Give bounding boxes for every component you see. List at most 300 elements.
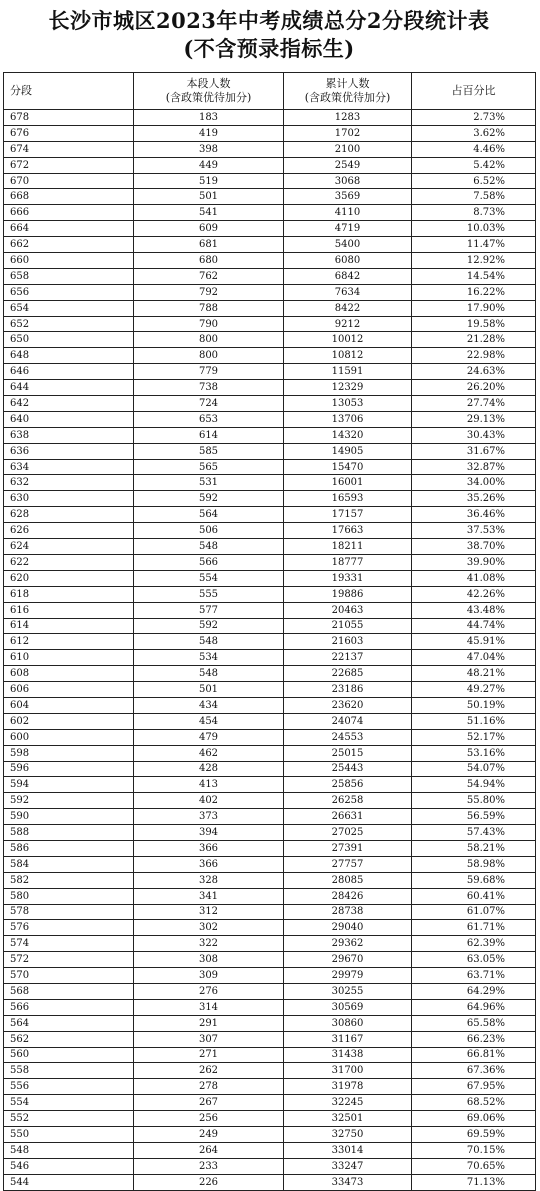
percent-cell: 32.87% (412, 459, 536, 475)
table-row (4, 968, 536, 984)
score-cell: 674 (4, 141, 134, 157)
table-row (4, 173, 536, 189)
header-cumulative-main: 累计人数 (325, 77, 370, 90)
count-cell: 314 (134, 999, 284, 1015)
percent-cell: 48.21% (412, 666, 536, 682)
score-cell: 556 (4, 1079, 134, 1095)
table-row (4, 999, 536, 1015)
count-cell: 609 (134, 221, 284, 237)
score-cell: 672 (4, 157, 134, 173)
count-cell: 653 (134, 411, 284, 427)
percent-cell: 66.23% (412, 1031, 536, 1047)
count-cell: 233 (134, 1158, 284, 1174)
table-row (4, 618, 536, 634)
table-row (4, 904, 536, 920)
table-row (4, 1142, 536, 1158)
cumulative-cell: 27757 (284, 856, 412, 872)
table-row (4, 554, 536, 570)
score-cell: 648 (4, 348, 134, 364)
table-body (4, 110, 536, 1191)
count-cell: 800 (134, 332, 284, 348)
score-cell: 554 (4, 1095, 134, 1111)
percent-cell: 39.90% (412, 554, 536, 570)
score-cell: 562 (4, 1031, 134, 1047)
header-count (134, 73, 284, 110)
percent-cell: 54.94% (412, 777, 536, 793)
cumulative-cell: 33473 (284, 1174, 412, 1190)
count-cell: 548 (134, 539, 284, 555)
cumulative-cell: 28085 (284, 872, 412, 888)
percent-cell: 51.16% (412, 713, 536, 729)
percent-cell: 52.17% (412, 729, 536, 745)
count-cell: 271 (134, 1047, 284, 1063)
cumulative-cell: 25856 (284, 777, 412, 793)
score-cell: 624 (4, 539, 134, 555)
percent-cell: 21.28% (412, 332, 536, 348)
table-row (4, 952, 536, 968)
score-cell: 596 (4, 761, 134, 777)
cumulative-cell: 16001 (284, 475, 412, 491)
percent-cell: 63.71% (412, 968, 536, 984)
table-row (4, 523, 536, 539)
count-cell: 762 (134, 268, 284, 284)
cumulative-cell: 20463 (284, 602, 412, 618)
cumulative-cell: 27391 (284, 840, 412, 856)
count-cell: 449 (134, 157, 284, 173)
score-cell: 642 (4, 396, 134, 412)
percent-cell: 30.43% (412, 427, 536, 443)
cumulative-cell: 9212 (284, 316, 412, 332)
count-cell: 534 (134, 650, 284, 666)
score-cell: 558 (4, 1063, 134, 1079)
cumulative-cell: 32750 (284, 1127, 412, 1143)
count-cell: 256 (134, 1111, 284, 1127)
table-row (4, 586, 536, 602)
table-row (4, 268, 536, 284)
percent-cell: 36.46% (412, 507, 536, 523)
count-cell: 322 (134, 936, 284, 952)
table-row (4, 745, 536, 761)
percent-cell: 64.96% (412, 999, 536, 1015)
percent-cell: 59.68% (412, 872, 536, 888)
table-row (4, 1158, 536, 1174)
count-cell: 800 (134, 348, 284, 364)
cumulative-cell: 29979 (284, 968, 412, 984)
score-cell: 616 (4, 602, 134, 618)
percent-cell: 47.04% (412, 650, 536, 666)
count-cell: 592 (134, 491, 284, 507)
count-cell: 555 (134, 586, 284, 602)
table-row (4, 411, 536, 427)
score-cell: 646 (4, 364, 134, 380)
title-line-2: (不含预录指标生) (183, 36, 355, 61)
score-cell: 552 (4, 1111, 134, 1127)
cumulative-cell: 32245 (284, 1095, 412, 1111)
score-cell: 678 (4, 110, 134, 126)
table-row (4, 697, 536, 713)
score-cell: 576 (4, 920, 134, 936)
score-cell: 592 (4, 793, 134, 809)
score-cell: 572 (4, 952, 134, 968)
percent-cell: 45.91% (412, 634, 536, 650)
score-cell: 668 (4, 189, 134, 205)
score-cell: 586 (4, 840, 134, 856)
score-cell: 590 (4, 809, 134, 825)
count-cell: 366 (134, 840, 284, 856)
table-row (4, 125, 536, 141)
score-cell: 652 (4, 316, 134, 332)
count-cell: 738 (134, 380, 284, 396)
count-cell: 501 (134, 189, 284, 205)
table-row (4, 761, 536, 777)
cumulative-cell: 33014 (284, 1142, 412, 1158)
cumulative-cell: 22137 (284, 650, 412, 666)
table-row (4, 205, 536, 221)
score-cell: 550 (4, 1127, 134, 1143)
count-cell: 565 (134, 459, 284, 475)
score-cell: 644 (4, 380, 134, 396)
percent-cell: 53.16% (412, 745, 536, 761)
percent-cell: 69.06% (412, 1111, 536, 1127)
table-row (4, 825, 536, 841)
score-cell: 614 (4, 618, 134, 634)
percent-cell: 54.07% (412, 761, 536, 777)
cumulative-cell: 8422 (284, 300, 412, 316)
table-row (4, 1111, 536, 1127)
count-cell: 291 (134, 1015, 284, 1031)
score-cell: 578 (4, 904, 134, 920)
percent-cell: 69.59% (412, 1127, 536, 1143)
table-row (4, 380, 536, 396)
score-cell: 570 (4, 968, 134, 984)
cumulative-cell: 26631 (284, 809, 412, 825)
score-cell: 620 (4, 570, 134, 586)
percent-cell: 43.48% (412, 602, 536, 618)
table-row (4, 666, 536, 682)
percent-cell: 62.39% (412, 936, 536, 952)
table-row (4, 459, 536, 475)
cumulative-cell: 2549 (284, 157, 412, 173)
score-cell: 632 (4, 475, 134, 491)
cumulative-cell: 29670 (284, 952, 412, 968)
percent-cell: 4.46% (412, 141, 536, 157)
count-cell: 262 (134, 1063, 284, 1079)
table-row (4, 570, 536, 586)
cumulative-cell: 18211 (284, 539, 412, 555)
table-row (4, 427, 536, 443)
percent-cell: 14.54% (412, 268, 536, 284)
count-cell: 548 (134, 634, 284, 650)
cumulative-cell: 13706 (284, 411, 412, 427)
table-row (4, 491, 536, 507)
table-row (4, 809, 536, 825)
cumulative-cell: 32501 (284, 1111, 412, 1127)
score-cell: 582 (4, 872, 134, 888)
table-row (4, 253, 536, 269)
table-row (4, 840, 536, 856)
score-cell: 656 (4, 284, 134, 300)
score-cell: 598 (4, 745, 134, 761)
score-cell: 602 (4, 713, 134, 729)
score-cell: 546 (4, 1158, 134, 1174)
table-row (4, 1015, 536, 1031)
table-row (4, 713, 536, 729)
percent-cell: 70.15% (412, 1142, 536, 1158)
table-row (4, 682, 536, 698)
percent-cell: 29.13% (412, 411, 536, 427)
count-cell: 548 (134, 666, 284, 682)
count-cell: 398 (134, 141, 284, 157)
table-row (4, 872, 536, 888)
count-cell: 328 (134, 872, 284, 888)
count-cell: 724 (134, 396, 284, 412)
cumulative-cell: 6842 (284, 268, 412, 284)
count-cell: 519 (134, 173, 284, 189)
cumulative-cell: 19886 (284, 586, 412, 602)
score-cell: 568 (4, 983, 134, 999)
count-cell: 614 (134, 427, 284, 443)
percent-cell: 27.74% (412, 396, 536, 412)
percent-cell: 34.00% (412, 475, 536, 491)
percent-cell: 31.67% (412, 443, 536, 459)
percent-cell: 17.90% (412, 300, 536, 316)
cumulative-cell: 4110 (284, 205, 412, 221)
table-row (4, 237, 536, 253)
table-row (4, 888, 536, 904)
score-cell: 574 (4, 936, 134, 952)
table-row (4, 348, 536, 364)
cumulative-cell: 7634 (284, 284, 412, 300)
count-cell: 309 (134, 968, 284, 984)
cumulative-cell: 24553 (284, 729, 412, 745)
cumulative-cell: 30255 (284, 983, 412, 999)
cumulative-cell: 30569 (284, 999, 412, 1015)
score-cell: 636 (4, 443, 134, 459)
score-cell: 670 (4, 173, 134, 189)
percent-cell: 3.62% (412, 125, 536, 141)
count-cell: 394 (134, 825, 284, 841)
score-cell: 664 (4, 221, 134, 237)
header-row (4, 73, 536, 110)
score-cell: 634 (4, 459, 134, 475)
table-row (4, 157, 536, 173)
count-cell: 531 (134, 475, 284, 491)
count-cell: 577 (134, 602, 284, 618)
cumulative-cell: 2100 (284, 141, 412, 157)
score-cell: 566 (4, 999, 134, 1015)
table-row (4, 1079, 536, 1095)
table-row (4, 793, 536, 809)
table-row (4, 856, 536, 872)
table-header (4, 73, 536, 110)
count-cell: 428 (134, 761, 284, 777)
cumulative-cell: 24074 (284, 713, 412, 729)
table-row (4, 1031, 536, 1047)
cumulative-cell: 31700 (284, 1063, 412, 1079)
table-row (4, 475, 536, 491)
cumulative-cell: 27025 (284, 825, 412, 841)
table-row (4, 396, 536, 412)
score-cell: 654 (4, 300, 134, 316)
header-cumulative (284, 73, 412, 110)
cumulative-cell: 15470 (284, 459, 412, 475)
cumulative-cell: 23620 (284, 697, 412, 713)
percent-cell: 10.03% (412, 221, 536, 237)
percent-cell: 41.08% (412, 570, 536, 586)
cumulative-cell: 18777 (284, 554, 412, 570)
count-cell: 681 (134, 237, 284, 253)
cumulative-cell: 33247 (284, 1158, 412, 1174)
cumulative-cell: 21055 (284, 618, 412, 634)
percent-cell: 19.58% (412, 316, 536, 332)
count-cell: 506 (134, 523, 284, 539)
cumulative-cell: 10812 (284, 348, 412, 364)
count-cell: 341 (134, 888, 284, 904)
cumulative-cell: 21603 (284, 634, 412, 650)
percent-cell: 38.70% (412, 539, 536, 555)
percent-cell: 42.26% (412, 586, 536, 602)
percent-cell: 57.43% (412, 825, 536, 841)
table-row (4, 920, 536, 936)
percent-cell: 70.65% (412, 1158, 536, 1174)
percent-cell: 65.58% (412, 1015, 536, 1031)
percent-cell: 58.98% (412, 856, 536, 872)
table-row (4, 650, 536, 666)
score-cell: 600 (4, 729, 134, 745)
cumulative-cell: 28426 (284, 888, 412, 904)
percent-cell: 67.36% (412, 1063, 536, 1079)
header-segment: 分段 (4, 73, 134, 110)
count-cell: 541 (134, 205, 284, 221)
score-cell: 608 (4, 666, 134, 682)
percent-cell: 60.41% (412, 888, 536, 904)
score-cell: 612 (4, 634, 134, 650)
header-cumulative-sub: (含政策优待加分) (304, 91, 391, 104)
table-row (4, 316, 536, 332)
table-row (4, 936, 536, 952)
cumulative-cell: 16593 (284, 491, 412, 507)
table-row (4, 729, 536, 745)
percent-cell: 7.58% (412, 189, 536, 205)
table-row (4, 284, 536, 300)
count-cell: 462 (134, 745, 284, 761)
percent-cell: 67.95% (412, 1079, 536, 1095)
table-title (3, 8, 535, 62)
count-cell: 302 (134, 920, 284, 936)
cumulative-cell: 30860 (284, 1015, 412, 1031)
count-cell: 308 (134, 952, 284, 968)
header-percent: 占百分比 (412, 73, 536, 110)
count-cell: 419 (134, 125, 284, 141)
percent-cell: 64.29% (412, 983, 536, 999)
table-row (4, 1127, 536, 1143)
table-row (4, 332, 536, 348)
percent-cell: 61.71% (412, 920, 536, 936)
score-cell: 594 (4, 777, 134, 793)
score-cell: 548 (4, 1142, 134, 1158)
count-cell: 434 (134, 697, 284, 713)
cumulative-cell: 23186 (284, 682, 412, 698)
count-cell: 501 (134, 682, 284, 698)
percent-cell: 8.73% (412, 205, 536, 221)
table-row (4, 983, 536, 999)
percent-cell: 2.73% (412, 110, 536, 126)
cumulative-cell: 17157 (284, 507, 412, 523)
percent-cell: 26.20% (412, 380, 536, 396)
table-row (4, 777, 536, 793)
score-cell: 650 (4, 332, 134, 348)
percent-cell: 68.52% (412, 1095, 536, 1111)
table-row (4, 1047, 536, 1063)
score-cell: 610 (4, 650, 134, 666)
count-cell: 790 (134, 316, 284, 332)
count-cell: 779 (134, 364, 284, 380)
count-cell: 592 (134, 618, 284, 634)
score-cell: 588 (4, 825, 134, 841)
count-cell: 454 (134, 713, 284, 729)
count-cell: 373 (134, 809, 284, 825)
cumulative-cell: 31167 (284, 1031, 412, 1047)
score-table (3, 72, 536, 1191)
cumulative-cell: 22685 (284, 666, 412, 682)
score-cell: 618 (4, 586, 134, 602)
percent-cell: 55.80% (412, 793, 536, 809)
table-row (4, 1063, 536, 1079)
score-cell: 676 (4, 125, 134, 141)
percent-cell: 58.21% (412, 840, 536, 856)
percent-cell: 37.53% (412, 523, 536, 539)
count-cell: 276 (134, 983, 284, 999)
percent-cell: 6.52% (412, 173, 536, 189)
table-row (4, 300, 536, 316)
count-cell: 249 (134, 1127, 284, 1143)
percent-cell: 11.47% (412, 237, 536, 253)
score-cell: 638 (4, 427, 134, 443)
table-row (4, 634, 536, 650)
count-cell: 680 (134, 253, 284, 269)
count-cell: 413 (134, 777, 284, 793)
score-cell: 666 (4, 205, 134, 221)
cumulative-cell: 5400 (284, 237, 412, 253)
cumulative-cell: 29040 (284, 920, 412, 936)
table-row (4, 110, 536, 126)
score-cell: 662 (4, 237, 134, 253)
count-cell: 566 (134, 554, 284, 570)
cumulative-cell: 14320 (284, 427, 412, 443)
table-row (4, 221, 536, 237)
header-count-main: 本段人数 (186, 77, 231, 90)
cumulative-cell: 13053 (284, 396, 412, 412)
cumulative-cell: 28738 (284, 904, 412, 920)
cumulative-cell: 25015 (284, 745, 412, 761)
percent-cell: 22.98% (412, 348, 536, 364)
percent-cell: 66.81% (412, 1047, 536, 1063)
table-row (4, 602, 536, 618)
score-cell: 606 (4, 682, 134, 698)
count-cell: 226 (134, 1174, 284, 1190)
score-cell: 658 (4, 268, 134, 284)
table-row (4, 141, 536, 157)
count-cell: 479 (134, 729, 284, 745)
percent-cell: 24.63% (412, 364, 536, 380)
cumulative-cell: 25443 (284, 761, 412, 777)
count-cell: 554 (134, 570, 284, 586)
table-row (4, 1095, 536, 1111)
count-cell: 312 (134, 904, 284, 920)
cumulative-cell: 31978 (284, 1079, 412, 1095)
cumulative-cell: 12329 (284, 380, 412, 396)
percent-cell: 50.19% (412, 697, 536, 713)
